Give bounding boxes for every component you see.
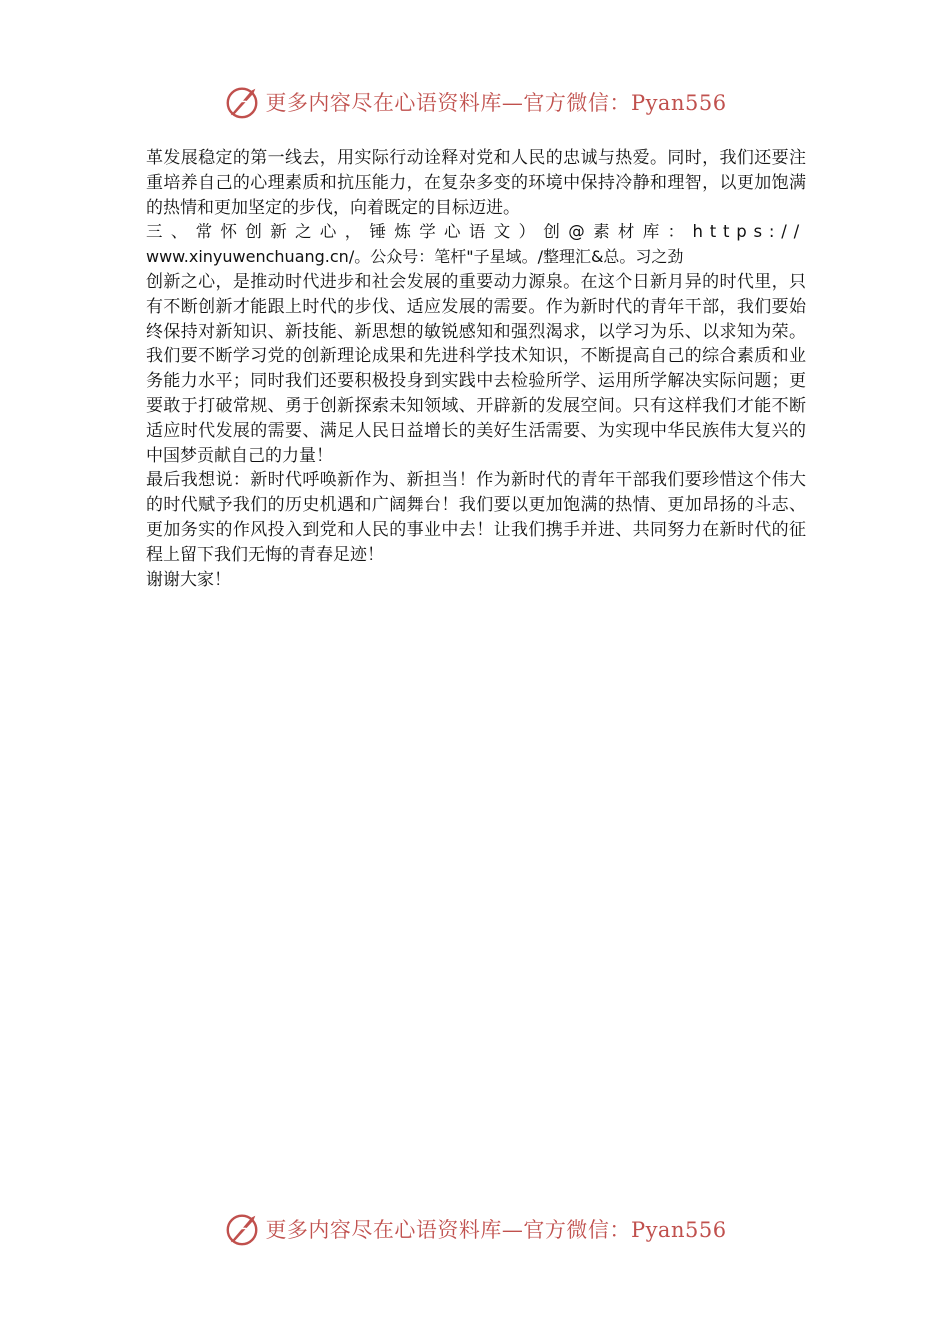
paragraph-3: 最后我想说：新时代呼唤新作为、新担当！作为新时代的青年干部我们要珍惜这个伟大的时代赋予我们的历史机遇和广阔舞台！我们要以更加饱满的热情、更加昂扬的斗志、更加务实的作风投入到党和人民的事业中去！让我们携手并进、共同努力在新时代的征程上留下我们无悔的青春足迹！: [146, 470, 806, 565]
header-banner: [0, 82, 950, 122]
footer-banner: [0, 1209, 950, 1249]
document-body: [146, 146, 806, 592]
banner-title: 更多内容尽在心语资料库—官方微信：: [265, 1218, 631, 1242]
section-heading: 三、常怀创新之心，锤炼学心语文）创@素材库：https://: [146, 222, 806, 242]
paragraph-2: 创新之心，是推动时代进步和社会发展的重要动力源泉。在这个日新月异的时代里，只有不断创新才能跟上时代的步伐、适应发展的需要。作为新时代的青年干部，我们要始终保持对新知识、新技能、新思想的敏锐感知和强烈渴求，以学习为乐、以求知为荣。我们要不断学习党的创新理论成果和先进科学技术知识，不断提高自己的综合素质和业务能力水平；同时我们还要积极投身到实践中去检验所学、运用所学解决实际问题；更要敢于打破常规、勇于创新探索未知领域、开辟新的发展空间。只有这样我们才能不断适应时代发展的需要、满足人民日益增长的美好生活需要、为实现中华民族伟大复兴的中国梦贡献自己的力量！: [146, 271, 806, 466]
banner-title: 更多内容尽在心语资料库—官方微信：: [265, 91, 631, 115]
quill-logo-icon: [223, 1210, 261, 1248]
wechat-id: Pyan556: [630, 1218, 727, 1242]
source-url-line: www.xinyuwenchuang.cn/。公众号：笔杆"子星域。/整理汇&总。习之劲: [146, 247, 684, 267]
wechat-id: Pyan556: [630, 91, 727, 115]
closing-line: 谢谢大家！: [146, 569, 231, 590]
paragraph-1: 革发展稳定的第一线去，用实际行动诠释对党和人民的忠诚与热爱。同时，我们还要注重培养自己的心理素质和抗压能力，在复杂多变的环境中保持冷静和理智，以更加饱满的热情和更加坚定的步伐，向着既定的目标迈进。: [146, 148, 806, 218]
quill-logo-icon: [223, 83, 261, 121]
